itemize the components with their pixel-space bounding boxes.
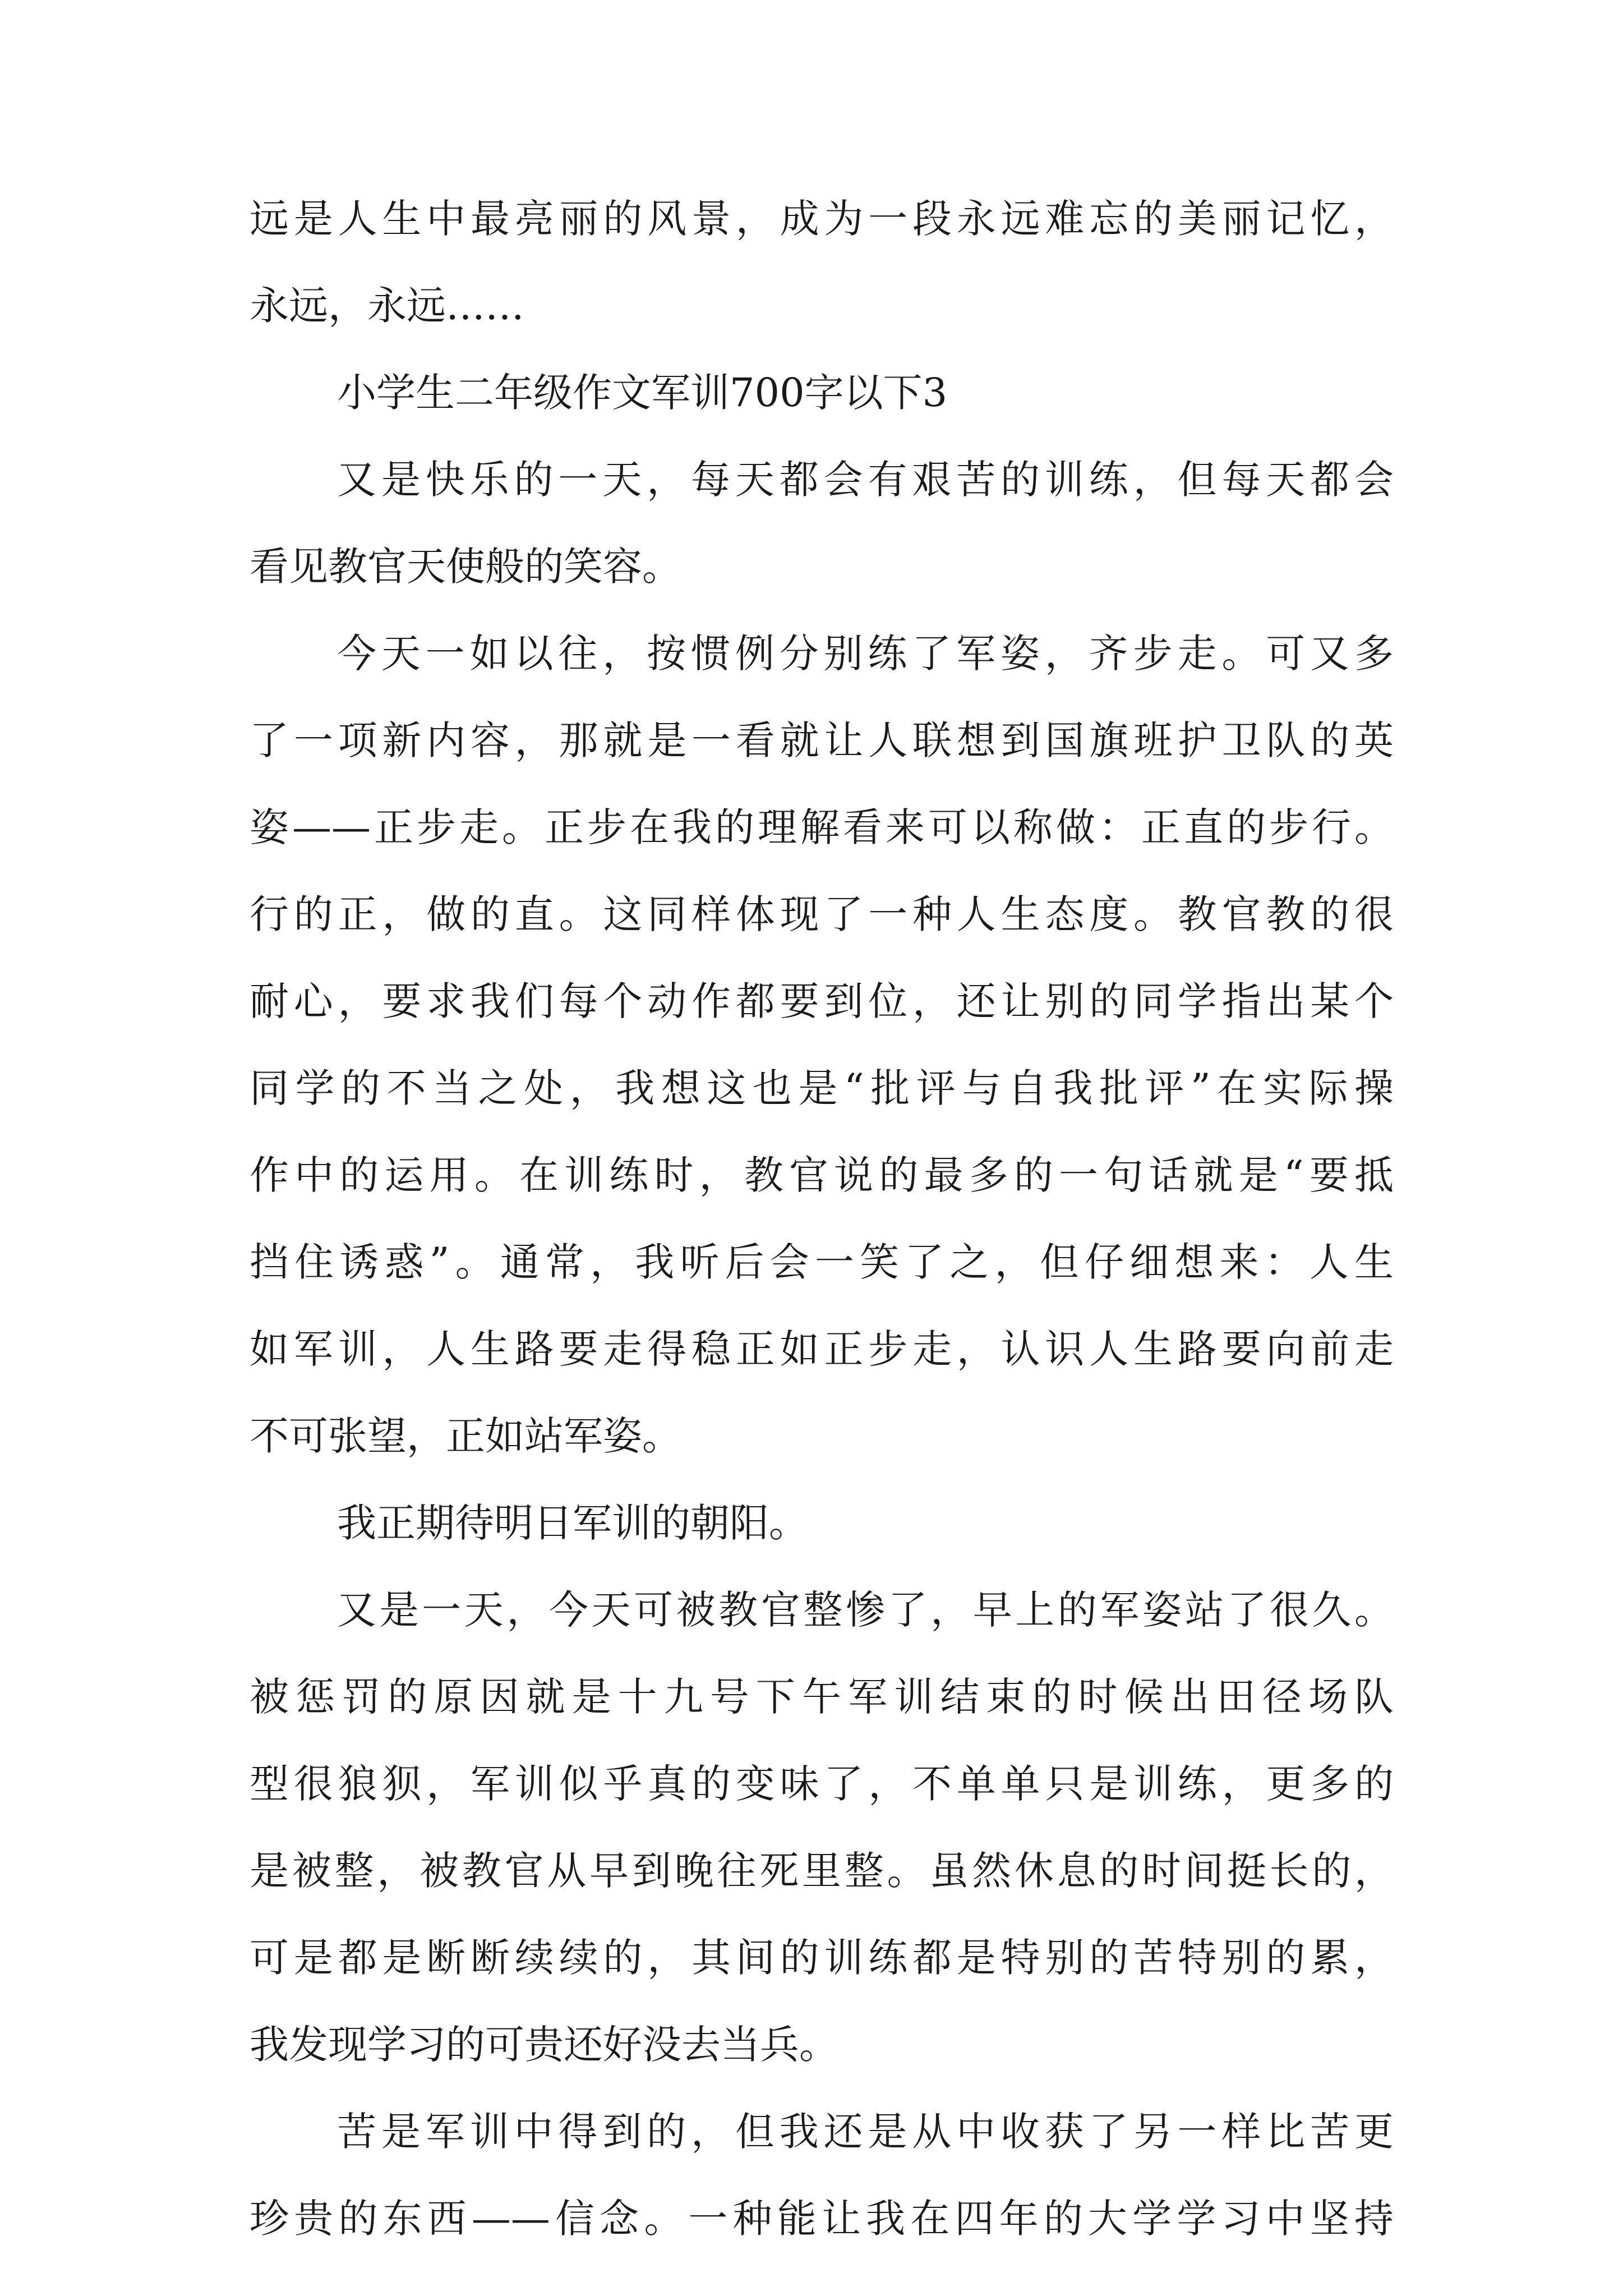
text-line: 我正期待明日军训的朝阳。 [337, 1500, 808, 1546]
document-body [250, 196, 1394, 2283]
text-line: 又是一天，今天可被教官整惨了，早上的军姿站了很久。 [337, 1587, 1394, 1633]
text-line: 挡住诱惑”。通常，我听后会一笑了之，但仔细想来：人生 [250, 1239, 1394, 1285]
text-line: 苦是军训中得到的，但我还是从中收获了另一样比苦更 [337, 2109, 1394, 2155]
text-line: 又是快乐的一天，每天都会有艰苦的训练，但每天都会 [337, 457, 1394, 503]
text-line: 耐心，要求我们每个动作都要到位，还让别的同学指出某个 [250, 978, 1394, 1024]
text-line: 今天一如以往，按惯例分别练了军姿，齐步走。可又多 [337, 631, 1394, 677]
text-line: 型很狼狈，军训似乎真的变味了，不单单只是训练，更多的 [250, 1761, 1394, 1807]
text-line: 作中的运用。在训练时，教官说的最多的一句话就是“要抵 [250, 1152, 1394, 1198]
text-line: 不可张望，正如站军姿。 [250, 1413, 681, 1459]
text-line: 了一项新内容，那就是一看就让人联想到国旗班护卫队的英 [250, 717, 1394, 763]
text-line: 姿——正步走。正步在我的理解看来可以称做：正直的步行。 [250, 804, 1394, 850]
text-line: 可是都是断断续续的，其间的训练都是特别的苦特别的累， [250, 1935, 1394, 1981]
section-heading: 小学生二年级作文军训700字以下3 [337, 370, 948, 416]
text-line: 是被整，被教官从早到晚往死里整。虽然休息的时间挺长的， [250, 1848, 1394, 1894]
text-line: 行的正，做的直。这同样体现了一种人生态度。教官教的很 [250, 891, 1394, 937]
text-line: 远是人生中最亮丽的风景，成为一段永远难忘的美丽记忆， [250, 196, 1394, 242]
text-line: 我发现学习的可贵还好没去当兵。 [250, 2022, 838, 2068]
text-line: 珍贵的东西——信念。一种能让我在四年的大学学习中坚持 [250, 2196, 1394, 2242]
text-line: 永远，永远…… [250, 283, 524, 329]
text-line: 如军训，人生路要走得稳正如正步走，认识人生路要向前走 [250, 1326, 1394, 1372]
text-line: 被惩罚的原因就是十九号下午军训结束的时候出田径场队 [250, 1674, 1394, 1720]
text-line: 同学的不当之处，我想这也是“批评与自我批评”在实际操 [250, 1065, 1394, 1111]
text-line: 看见教官天使般的笑容。 [250, 544, 681, 590]
